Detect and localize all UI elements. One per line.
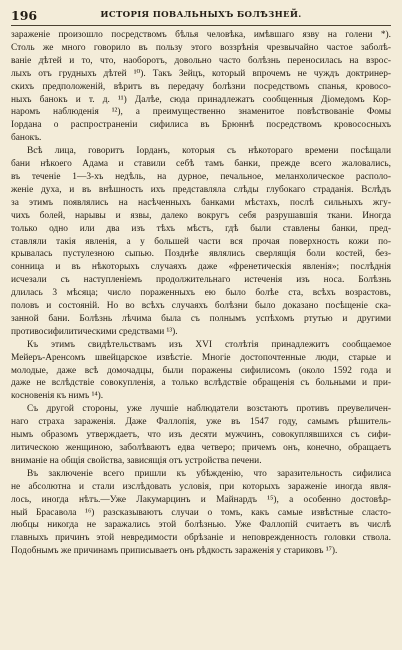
text-line: бани нѣкоего Адама и ставили себѣ тамъ банки, прежде всего жаловались, <box>11 159 391 170</box>
text-line: скихъ предположеній, вѣритъ въ передачу болѣзни посредствомъ спанья, кровосо- <box>11 81 391 92</box>
paragraph <box>11 145 391 339</box>
text-line: наго страха зараженія. Даже Фаллопія, уже въ 1547 году, самымъ рѣшитель- <box>11 417 391 428</box>
paragraph <box>11 29 391 145</box>
page-header <box>11 7 391 26</box>
text-line: за этимъ появлялись на насѣченныхъ банками мѣстахъ, послѣ сильныхъ жгу- <box>11 197 391 208</box>
text-line: лыхъ отъ грудныхъ дѣтей ¹⁰). Такъ Зейцъ, который впрочемъ не чуждъ доктринер- <box>11 68 391 79</box>
page-number: 196 <box>11 8 38 23</box>
text-line: чихъ болей, нарывы и язвы, далеко вокругъ себя разрушавшія ткани. Иногда <box>11 210 391 221</box>
paragraph <box>11 339 391 404</box>
text-line: только одно или два изъ тѣхъ мѣстъ, гдѣ были ставлены банки, пред- <box>11 223 391 234</box>
text-line: молодые, даже всѣ домочадцы, были поражены сифилисомъ (около 1592 года и <box>11 365 391 376</box>
text-line: наромъ наблюденія ¹²), а преимущественно знаменитое повѣствованіе Фомы <box>11 107 391 118</box>
text-line: длилась 3 мѣсяца; число пораженныхъ ею было болѣе ста, всѣхъ возрастовъ, <box>11 288 391 299</box>
text-line: даже не вслѣдствіе совокупленія, а только вслѣдствіе обращенія съ больными и при- <box>11 378 391 389</box>
text-line: любцы никогда не заражались этой болѣзнью. Уже Фаллопій считаетъ въ числѣ <box>11 520 391 531</box>
text-line: въ теченіе 1—3-хъ недѣль, на дурное, печальное, меланхолическое располо- <box>11 171 391 182</box>
text-line: не абсолютна и стали изслѣдовать условія, при которыхъ зараженіе иногда явля- <box>11 481 391 492</box>
text-line: занной бани. Болѣзнь лѣчима была съ полнымъ успѣхомъ ртутью и другими <box>11 313 391 324</box>
text-line: банокъ. <box>11 133 42 144</box>
paragraph <box>11 403 391 468</box>
text-line: ставляли такія явленія, а у большей части вся прочая поверхность кожи по- <box>11 236 391 247</box>
paragraph <box>11 468 391 558</box>
text-line: Мейеръ-Аренсомъ швейцарское извѣстіе. Многіе достопочтенные люди, старые и <box>11 352 391 363</box>
text-line: Іордана о распространеніи сифилиса въ Брюннѣ посредствомъ кровососныхъ <box>11 120 391 131</box>
text-line: зараженіе произошло посредствомъ бѣлья человѣка, имѣвшаго язву на голени *). <box>11 30 391 40</box>
text-line: литическою женщиною, заболѣваютъ едва четверо; причемъ онъ, конечно, обращаетъ <box>11 443 391 453</box>
body-text <box>11 29 391 558</box>
text-line: половъ и состояній. Но во всѣхъ случаяхъ болѣзни было доказано посѣщеніе ска- <box>11 301 391 312</box>
text-line: противосифилитическими средствами ¹³). <box>11 326 178 337</box>
running-title: ИСТОРІЯ ПОВАЛЬНЫХЪ БОЛѢЗНЕЙ. <box>100 10 302 20</box>
text-line: сонница и въ нѣкоторыхъ случаяхъ даже «френетическія явленія»; послѣднія <box>11 262 391 273</box>
text-line: ныхъ банокъ и т. д. ¹¹) Далѣе, сюда принадлежатъ сообщенныя Діомедомъ Кор- <box>11 94 391 105</box>
text-line: Подобнымъ же причинамъ приписываетъ онъ рѣдкость зараженія у стариковъ ¹⁷). <box>11 546 338 557</box>
text-line: лось, иногда нѣтъ.—Уже Лакумарцинъ и Майнардъ ¹⁵), а особенно достовѣр- <box>11 494 391 505</box>
text-line: ный Брасавола ¹⁶) разсказываютъ случаи о томъ, какъ самые извѣстные сласто- <box>11 507 391 518</box>
text-line: исчезали съ наступленіемъ продолжительнаго истеченія изъ носа. Болѣзнь <box>11 275 391 286</box>
text-line: косновенія къ нимъ ¹⁴). <box>11 391 104 402</box>
text-line: Къ этимъ свидѣтельствамъ изъ XVI столѣтія принадлежитъ сообщаемое <box>27 339 391 350</box>
text-line: Столь же много говорило въ пользу этого воззрѣнія чрезвычайно частое заболѣ- <box>11 42 391 53</box>
text-line: крывалась пустулезною сыпью. Позднѣе являлись сверлящія боли костей, без- <box>11 249 391 260</box>
text-line: нымъ образомъ утверждаетъ, что изъ десяти мужчинъ, совокуплявшихся съ сифи- <box>11 430 391 441</box>
text-line: ваніе дѣтей и то, что, наоборотъ, довольно часто болѣзнь переносилась на взрос- <box>11 55 391 66</box>
text-line: главныхъ причинъ этой невредимости обрѣзаніе и неповрежденность головки ствола. <box>11 533 391 544</box>
text-line: Въ заключеніе всего пришли къ убѣжденію, что заразительность сифилиса <box>27 468 391 479</box>
text-line: вниманіе на общія свойства, зависящія отъ устройства печени. <box>11 455 262 466</box>
text-line: женіе духа, и въ внѣшность ихъ представляла слѣды глубокаго страданія. Вслѣдъ <box>11 184 391 195</box>
text-line: Съ другой стороны, уже лучшіе наблюдатели возстаютъ противъ преувеличен- <box>27 404 391 415</box>
text-line: Всѣ лица, говоритъ Іорданъ, которыя съ нѣкотораго времени посѣщали <box>27 146 391 157</box>
